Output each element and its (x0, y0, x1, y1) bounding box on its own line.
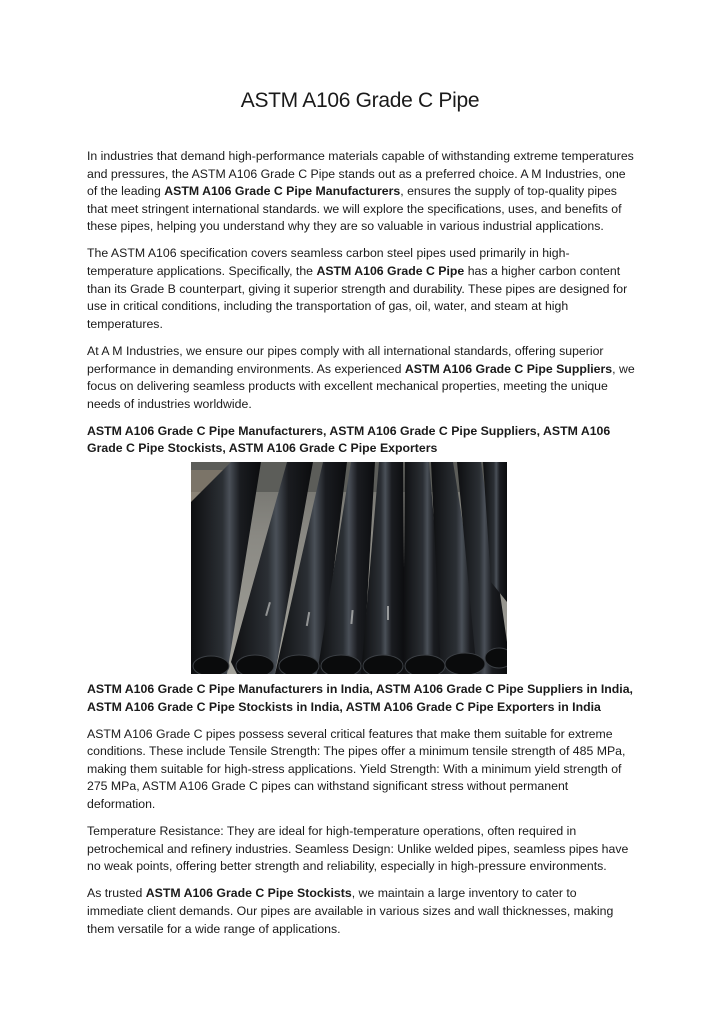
intro-paragraph (87, 148, 635, 236)
specification-text-start: The ASTM A106 specification covers seamless carbon steel pipes used primarily in high-temperature applications. Specifically, the (87, 246, 570, 279)
document-body (87, 148, 635, 948)
page-title: ASTM A106 Grade C Pipe (240, 89, 480, 112)
specification-text-end: has a higher carbon content than its Grade B counterpart, giving it superior strength and durability. These pipes are designed for use in critical conditions, including the transportation of gas, oil, water, and steam at high temperatures. (87, 264, 628, 331)
specification-paragraph (87, 245, 635, 333)
suppliers-paragraph (87, 343, 635, 413)
suppliers-text-end: , we focus on delivering seamless products with excellent mechanical properties, meeting the unique needs of industries worldwide. (87, 361, 635, 411)
pipe-keyword: ASTM A106 Grade C Pipe (316, 264, 465, 279)
keywords-heading: ASTM A106 Grade C Pipe Manufacturers, ASTM A106 Grade C Pipe Suppliers, ASTM A106 Grade C Pipe Stockists, ASTM A106 Grade C Pipe Exporters (87, 423, 611, 456)
stockists-paragraph (87, 885, 635, 938)
stockists-keyword: ASTM A106 Grade C Pipe Stockists (145, 886, 352, 901)
manufacturers-keyword: ASTM A106 Grade C Pipe Manufacturers (164, 184, 401, 199)
intro-text-end: , ensures the supply of top-quality pipes that meet stringent international standards. we will explore the specifications, uses, and benefits of these pipes, helping you understand why they are so valuable in various industrial applications. (87, 184, 622, 234)
features-paragraph: ASTM A106 Grade C pipes possess several critical features that make them suitable for extreme conditions. These include Tensile Strength: The pipes offer a minimum tensile strength of 485 MPa, making them suitable for high-stress applications. Yield Strength: With a minimum yield strength of 275 MPa, ASTM A106 Grade C pipes can withstand significant stress without permanent deformation. (87, 726, 626, 812)
intro-text-start: In industries that demand high-performance materials capable of withstanding extreme temperatures and pressures, the ASTM A106 Grade C Pipe stands out as a preferred choice. A M Industries, one of the leading (87, 149, 634, 199)
india-keywords-heading: ASTM A106 Grade C Pipe Manufacturers in India, ASTM A106 Grade C Pipe Suppliers in India, ASTM A106 Grade C Pipe Stockists in India, ASTM A106 Grade C Pipe Exporters in India (87, 682, 633, 714)
pipes-photo (191, 462, 507, 674)
stockists-text-end: , we maintain a large inventory to cater to immediate client demands. Our pipes are available in various sizes and wall thicknesses, making them versatile for a wide range of applications. (87, 886, 614, 936)
suppliers-text-start: At A M Industries, we ensure our pipes comply with all international standards, offering superior performance in demanding environments. As experienced (87, 343, 604, 376)
temperature-paragraph: Temperature Resistance: They are ideal for high-temperature operations, often required in petrochemical and refinery industries. Seamless Design: Unlike welded pipes, seamless pipes have no weak points, offering better strength and reliability, especially in high-pressure environments. (87, 824, 629, 874)
suppliers-keyword: ASTM A106 Grade C Pipe Suppliers (404, 361, 613, 376)
stockists-text-start: As trusted (87, 886, 146, 901)
